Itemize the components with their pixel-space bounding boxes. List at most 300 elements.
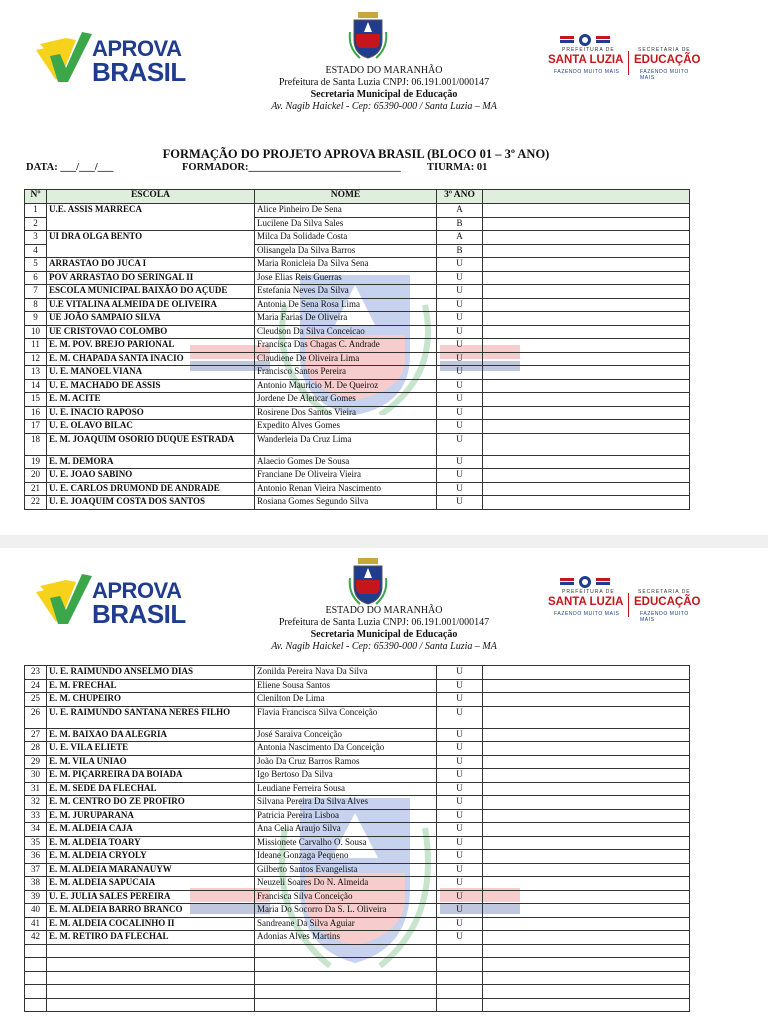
row-escola: E. M. JOAQUIM OSORIO DUQUE ESTRADA (47, 433, 255, 455)
row-blank (483, 728, 690, 742)
row-blank (483, 285, 690, 299)
row-escola: E. M. POV. BREJO PARIONAL (47, 339, 255, 353)
row-number: 19 (25, 455, 47, 469)
row-number: 30 (25, 769, 47, 783)
row-ano: U (437, 379, 483, 393)
row-ano: U (437, 931, 483, 945)
row-ano: U (437, 455, 483, 469)
row-number: 40 (25, 904, 47, 918)
table-row (25, 366, 690, 380)
page-title: FORMAÇÃO DO PROJETO APROVA BRASIL (BLOCO 01 – 3º ANO) (162, 147, 550, 161)
row-number: 2 (25, 217, 47, 231)
row-nome: Antonia Nascimento Da Conceição (255, 742, 437, 756)
row-blank (483, 217, 690, 231)
row-escola: U. E. INACIO RAPOSO (47, 406, 255, 420)
row-escola: E. M. JURUPARANA (47, 809, 255, 823)
blank-cell (25, 998, 47, 1012)
table-row (25, 285, 690, 299)
row-ano: U (437, 339, 483, 353)
row-blank (483, 809, 690, 823)
row-ano: U (437, 850, 483, 864)
row-ano: U (437, 863, 483, 877)
slogan-text-2: FAZENDO MUITO MAIS (640, 69, 689, 81)
row-number: 36 (25, 850, 47, 864)
row-ano: U (437, 420, 483, 434)
blank-row (25, 985, 690, 999)
row-blank (483, 352, 690, 366)
table-row (25, 809, 690, 823)
row-number: 16 (25, 406, 47, 420)
logo-text-brasil: BRASIL (92, 57, 186, 87)
row-blank (483, 406, 690, 420)
row-blank (483, 796, 690, 810)
row-blank (483, 258, 690, 272)
row-blank (483, 931, 690, 945)
row-blank (483, 469, 690, 483)
row-nome: Clenilton De Lima (255, 693, 437, 707)
row-nome: Rosiana Gomes Segundo Silva (255, 496, 437, 510)
slogan-text: FAZENDO MUITO MAIS (554, 611, 620, 617)
blank-cell (483, 998, 690, 1012)
coat-of-arms-icon (348, 12, 388, 60)
row-ano: U (437, 406, 483, 420)
row-ano: U (437, 755, 483, 769)
prefeitura-crest-icon (560, 33, 610, 47)
letterhead (200, 65, 568, 113)
pref-label: PREFEITURA DE (562, 589, 615, 595)
row-nome: Antonio Renan Vieira Nascimento (255, 482, 437, 496)
row-nome: Antonia De Sena Rosa Lima (255, 298, 437, 312)
row-ano: U (437, 706, 483, 728)
letterhead (200, 605, 568, 653)
row-blank (483, 904, 690, 918)
row-number: 38 (25, 877, 47, 891)
row-ano: U (437, 809, 483, 823)
row-escola: U. E. RAIMUNDO SANTANA NERES FILHO (47, 706, 255, 728)
table-row (25, 271, 690, 285)
table-row (25, 352, 690, 366)
row-ano: U (437, 742, 483, 756)
row-escola: E. M. DEMORA (47, 455, 255, 469)
blank-cell (437, 985, 483, 999)
row-number: 3 (25, 231, 47, 245)
row-escola: U.E. ASSIS MARRECA (47, 204, 255, 231)
slogan-text-2: FAZENDO MUITO MAIS (640, 611, 689, 623)
row-nome: Adonias Alves Martins (255, 931, 437, 945)
row-escola: E. M. PIÇARREIRA DA BOIADA (47, 769, 255, 783)
table-row (25, 850, 690, 864)
row-blank (483, 231, 690, 245)
row-blank (483, 339, 690, 353)
row-number: 15 (25, 393, 47, 407)
row-nome: Gilberto Santos Evangelista (255, 863, 437, 877)
blank-cell (47, 998, 255, 1012)
row-escola: E. M. CENTRO DO ZE PROFIRO (47, 796, 255, 810)
attendance-table-1 (24, 189, 690, 510)
row-nome: Francisca Silva Conceição (255, 890, 437, 904)
row-nome: Alice Pinheiro De Sena (255, 204, 437, 218)
row-nome: Milca Da Solidade Costa (255, 231, 437, 245)
blank-cell (437, 971, 483, 985)
table-row (25, 890, 690, 904)
row-nome: Rosirene Dos Santos Vieira (255, 406, 437, 420)
blank-cell (25, 971, 47, 985)
row-nome: Maria Do Socorro Da S. L. Oliveira (255, 904, 437, 918)
row-blank (483, 863, 690, 877)
row-number: 35 (25, 836, 47, 850)
row-nome: Francisca Das Chagas C. Andrade (255, 339, 437, 353)
row-escola: U. E. CARLOS DRUMOND DE ANDRADE (47, 482, 255, 496)
table-row (25, 433, 690, 455)
row-number: 24 (25, 679, 47, 693)
row-ano: U (437, 679, 483, 693)
row-nome: Expedito Alves Gomes (255, 420, 437, 434)
row-ano: B (437, 244, 483, 258)
table-row (25, 863, 690, 877)
row-blank (483, 782, 690, 796)
row-ano: U (437, 666, 483, 680)
row-escola: UI DRA OLGA BENTO (47, 231, 255, 258)
row-ano: A (437, 231, 483, 245)
attendance-table-2 (24, 665, 690, 1012)
row-blank (483, 379, 690, 393)
row-blank (483, 366, 690, 380)
row-blank (483, 298, 690, 312)
row-ano: U (437, 782, 483, 796)
row-blank (483, 496, 690, 510)
row-number: 9 (25, 312, 47, 326)
row-blank (483, 393, 690, 407)
row-escola: E. M. ALDEIA TOARY (47, 836, 255, 850)
row-escola: E. M. BAIXAO DA ALEGRIA (47, 728, 255, 742)
page-2 (0, 548, 768, 1024)
checkmark-icon (36, 572, 92, 630)
row-number: 29 (25, 755, 47, 769)
logo-text-aprova: APROVA (92, 36, 182, 61)
blank-cell (47, 971, 255, 985)
table-row (25, 496, 690, 510)
table-row (25, 931, 690, 945)
table-row (25, 204, 690, 218)
row-nome: Flavia Francisca Silva Conceição (255, 706, 437, 728)
table-row (25, 482, 690, 496)
row-nome: Eliene Sousa Santos (255, 679, 437, 693)
row-escola: E. M. ALDEIA COCALINHO II (47, 917, 255, 931)
row-number: 41 (25, 917, 47, 931)
aprova-brasil-logo (36, 30, 186, 88)
row-number: 7 (25, 285, 47, 299)
row-blank (483, 420, 690, 434)
row-escola: ESCOLA MUNICIPAL BAIXÃO DO AÇUDE (47, 285, 255, 299)
secretaria-line: Secretaria Municipal de Educação (310, 629, 458, 640)
blank-cell (255, 971, 437, 985)
table-row (25, 917, 690, 931)
row-blank (483, 244, 690, 258)
row-nome: Maria Ronicleia Da Silva Sena (255, 258, 437, 272)
prefeitura-logo (546, 33, 701, 83)
row-nome: Francisco Santos Pereira (255, 366, 437, 380)
table-row (25, 325, 690, 339)
row-escola: E. M. ALDEIA SAPUCAIA (47, 877, 255, 891)
pref-label: PREFEITURA DE (562, 47, 615, 53)
row-number: 37 (25, 863, 47, 877)
row-escola: U. E. MANOEL VIANA (47, 366, 255, 380)
row-number: 28 (25, 742, 47, 756)
col-header-nome: NOME (255, 190, 437, 204)
row-ano: U (437, 496, 483, 510)
slogan-text: FAZENDO MUITO MAIS (554, 69, 620, 75)
row-blank (483, 890, 690, 904)
row-ano: U (437, 285, 483, 299)
row-ano: U (437, 312, 483, 326)
row-blank (483, 693, 690, 707)
row-number: 23 (25, 666, 47, 680)
table-row (25, 231, 690, 245)
blank-cell (47, 985, 255, 999)
row-nome: Sandreane Da Silva Aguiar (255, 917, 437, 931)
row-nome: Neuzeli Soares Do N. Almeida (255, 877, 437, 891)
row-ano: U (437, 693, 483, 707)
logo-divider (628, 51, 629, 75)
row-nome: Franciane De Oliveira Vieira (255, 469, 437, 483)
aprova-brasil-logo (36, 572, 186, 630)
row-nome: Olisangela Da Silva Barros (255, 244, 437, 258)
row-ano: U (437, 469, 483, 483)
row-ano: A (437, 204, 483, 218)
row-ano: U (437, 836, 483, 850)
col-header-ano: 3º ANO (437, 190, 483, 204)
row-number: 21 (25, 482, 47, 496)
row-ano: U (437, 823, 483, 837)
row-escola: E. M. ALDEIA CRYOLY (47, 850, 255, 864)
row-escola: E. M. CHAPADA SANTA INACIO (47, 352, 255, 366)
row-ano: U (437, 325, 483, 339)
row-escola: E. M. CHUPEIRO (47, 693, 255, 707)
row-ano: U (437, 366, 483, 380)
table-row (25, 455, 690, 469)
santa-luzia-text: SANTA LUZIA (548, 596, 624, 608)
row-nome: Ana Celia Araujo Silva (255, 823, 437, 837)
educacao-text: EDUCAÇÃO (634, 596, 701, 608)
row-ano: U (437, 877, 483, 891)
blank-cell (255, 958, 437, 972)
row-blank (483, 312, 690, 326)
row-escola: E. M. ACITE (47, 393, 255, 407)
table-row (25, 666, 690, 680)
row-blank (483, 755, 690, 769)
blank-row (25, 971, 690, 985)
row-number: 27 (25, 728, 47, 742)
row-blank (483, 836, 690, 850)
row-escola: U. E. JOAO SABINO (47, 469, 255, 483)
table-row (25, 904, 690, 918)
logo-text-aprova: APROVA (92, 578, 182, 603)
row-number: 8 (25, 298, 47, 312)
row-blank (483, 742, 690, 756)
row-ano: U (437, 890, 483, 904)
row-number: 42 (25, 931, 47, 945)
educacao-text: EDUCAÇÃO (634, 54, 701, 66)
row-number: 18 (25, 433, 47, 455)
blank-cell (483, 958, 690, 972)
row-escola: U. E. JULIA SALES PEREIRA (47, 890, 255, 904)
row-number: 14 (25, 379, 47, 393)
col-header-escola: ESCOLA (47, 190, 255, 204)
prefeitura-line: Prefeitura de Santa Luzia CNPJ: 06.191.001/000147 (278, 617, 490, 628)
row-number: 20 (25, 469, 47, 483)
row-ano: U (437, 433, 483, 455)
table-row (25, 339, 690, 353)
blank-cell (25, 944, 47, 958)
row-ano: U (437, 271, 483, 285)
row-blank (483, 666, 690, 680)
row-number: 39 (25, 890, 47, 904)
logo-text-brasil: BRASIL (92, 599, 186, 629)
row-nome: Jose Elias Reis Guerras (255, 271, 437, 285)
row-number: 12 (25, 352, 47, 366)
row-ano: U (437, 917, 483, 931)
row-nome: Ideane Gonzaga Pequeno (255, 850, 437, 864)
blank-cell (483, 985, 690, 999)
row-blank (483, 455, 690, 469)
row-nome: Alaecio Gomes De Sousa (255, 455, 437, 469)
row-nome: Wanderleia Da Cruz Lima (255, 433, 437, 455)
row-blank (483, 679, 690, 693)
row-ano: U (437, 904, 483, 918)
blank-row (25, 958, 690, 972)
row-number: 34 (25, 823, 47, 837)
table-row (25, 469, 690, 483)
row-blank (483, 823, 690, 837)
date-field: DATA: ___/___/___ (26, 162, 114, 173)
row-nome: Leudiane Ferreira Sousa (255, 782, 437, 796)
blank-cell (255, 944, 437, 958)
table-row (25, 755, 690, 769)
table-row (25, 679, 690, 693)
row-blank (483, 877, 690, 891)
row-escola: UE CRISTOVAO COLOMBO (47, 325, 255, 339)
row-blank (483, 271, 690, 285)
row-nome: José Saraiva Conceição (255, 728, 437, 742)
row-nome: Maria Farias De Oliveira (255, 312, 437, 326)
table-row (25, 782, 690, 796)
coat-of-arms-icon (348, 558, 388, 606)
row-ano: U (437, 352, 483, 366)
table-row (25, 877, 690, 891)
row-escola: U. E. OLAVO BILAC (47, 420, 255, 434)
prefeitura-crest-icon (560, 575, 610, 589)
row-blank (483, 482, 690, 496)
checkmark-icon (36, 30, 92, 88)
row-ano: U (437, 258, 483, 272)
row-number: 11 (25, 339, 47, 353)
prefeitura-logo (546, 575, 701, 625)
row-blank (483, 325, 690, 339)
row-blank (483, 917, 690, 931)
row-number: 26 (25, 706, 47, 728)
turma-field: TIURMA: 01 (427, 162, 488, 173)
row-escola: E. M. ALDEIA MARANAUYW (47, 863, 255, 877)
row-number: 10 (25, 325, 47, 339)
row-escola: E. M. VILA UNIAO (47, 755, 255, 769)
row-number: 22 (25, 496, 47, 510)
address-line: Av. Nagib Haickel - Cep: 65390-000 / Santa Luzia – MA (271, 641, 497, 652)
row-ano: B (437, 217, 483, 231)
row-escola: ARRASTAO DO JUCA I (47, 258, 255, 272)
table-row (25, 298, 690, 312)
row-escola: U. E. RAIMUNDO ANSELMO DIAS (47, 666, 255, 680)
row-blank (483, 706, 690, 728)
table-row (25, 258, 690, 272)
blank-cell (47, 944, 255, 958)
table-row (25, 312, 690, 326)
row-escola: E. M. ALDEIA CAJA (47, 823, 255, 837)
row-number: 13 (25, 366, 47, 380)
table-row (25, 823, 690, 837)
row-number: 1 (25, 204, 47, 218)
blank-cell (47, 958, 255, 972)
table-header-row (25, 190, 690, 204)
formador-field: FORMADOR:_____________________________ (182, 162, 401, 173)
sec-label: SECRETARIA DE (638, 47, 691, 53)
row-escola: E. M. FRECHAL (47, 679, 255, 693)
col-header-number: Nº (25, 190, 47, 204)
row-escola: UE JOÃO SAMPAIO SILVA (47, 312, 255, 326)
secretaria-line: Secretaria Municipal de Educação (310, 89, 458, 100)
table-row (25, 728, 690, 742)
row-nome: Lucilene Da Silva Sales (255, 217, 437, 231)
col-header-blank (483, 190, 690, 204)
blank-cell (255, 998, 437, 1012)
row-blank (483, 433, 690, 455)
row-number: 17 (25, 420, 47, 434)
blank-cell (437, 998, 483, 1012)
row-nome: Patricia Pereira Lisboa (255, 809, 437, 823)
row-number: 31 (25, 782, 47, 796)
blank-cell (483, 971, 690, 985)
row-ano: U (437, 393, 483, 407)
row-ano: U (437, 482, 483, 496)
row-ano: U (437, 796, 483, 810)
row-blank (483, 204, 690, 218)
row-nome: Cleudson Da Silva Conceicao (255, 325, 437, 339)
row-escola: U. E. VILA ELIETE (47, 742, 255, 756)
row-nome: Estefania Neves Da Silva (255, 285, 437, 299)
blank-cell (25, 985, 47, 999)
row-nome: Silvana Pereira Da Silva Alves (255, 796, 437, 810)
row-escola: U.E VITALINA ALMEIDA DE OLIVEIRA (47, 298, 255, 312)
row-number: 33 (25, 809, 47, 823)
row-number: 5 (25, 258, 47, 272)
table-row (25, 836, 690, 850)
row-nome: Zonilda Pereira Nava Da Silva (255, 666, 437, 680)
row-nome: Antonio Mauricio M. De Queiroz (255, 379, 437, 393)
logo-divider (628, 593, 629, 617)
address-line: Av. Nagib Haickel - Cep: 65390-000 / Santa Luzia – MA (271, 101, 497, 112)
table-row (25, 393, 690, 407)
row-blank (483, 769, 690, 783)
row-nome: João Da Cruz Barros Ramos (255, 755, 437, 769)
row-ano: U (437, 728, 483, 742)
row-escola: U. E. MACHADO DE ASSIS (47, 379, 255, 393)
santa-luzia-text: SANTA LUZIA (548, 54, 624, 66)
row-nome: Missionete Carvalho O. Sousa (255, 836, 437, 850)
blank-cell (437, 958, 483, 972)
table-row (25, 379, 690, 393)
blank-cell (483, 944, 690, 958)
table-row (25, 706, 690, 728)
prefeitura-line: Prefeitura de Santa Luzia CNPJ: 06.191.001/000147 (278, 77, 490, 88)
